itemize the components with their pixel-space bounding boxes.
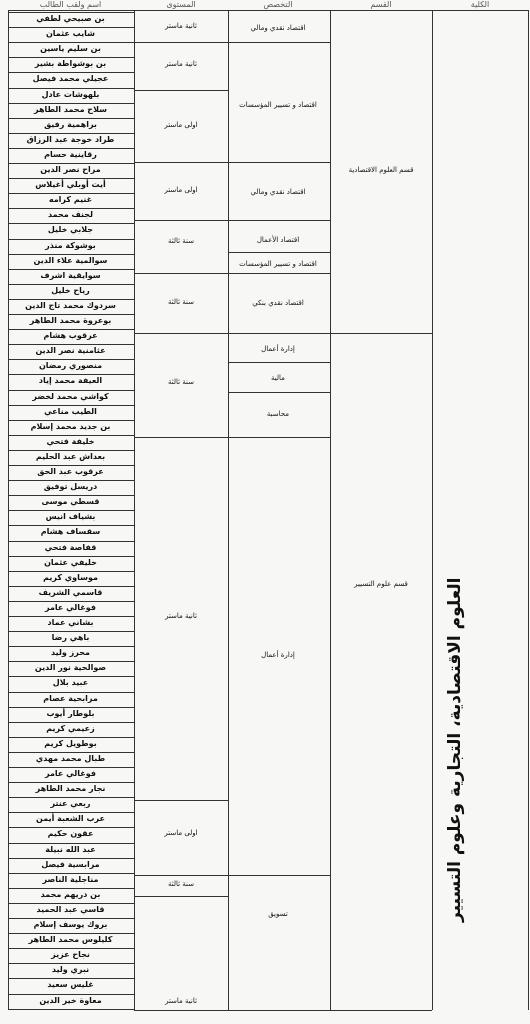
level-rule [134, 896, 228, 897]
student-name: باهي رضا [51, 633, 90, 643]
student-name: مرابحية عصام [43, 693, 98, 703]
level-rule [134, 90, 228, 91]
level-cell: اولى ماستر [164, 829, 198, 837]
student-name: عجيلي محمد فيصل [32, 74, 109, 84]
specialty-cell: اقتصاد نقدي ومالي [250, 188, 306, 196]
student-name: بن جديد محمد إسلام [30, 421, 111, 431]
student-name: بوعروة محمد الطاهر [29, 316, 112, 325]
student-name: بن سليم ياسين [40, 44, 101, 54]
department-cell: قسم العلوم الاقتصادية [348, 166, 414, 174]
student-name: ربعي عنتر [50, 799, 91, 809]
student-name: خليفي عثمان [44, 557, 97, 567]
student-name: سردوك محمد تاج الدين [25, 300, 116, 310]
student-name: عبيد بلال [52, 678, 89, 688]
specialty-cell: اقتصاد نقدي ومالي [250, 24, 306, 32]
student-name: جلابي خليل [47, 225, 94, 235]
level-cell: ثانية ماستر [165, 60, 197, 68]
student-name: محرز وليد [51, 648, 90, 658]
table-vertical-rule [228, 10, 229, 1010]
header-specialty: التخصص [263, 0, 293, 9]
student-name: بشاني عماد [47, 618, 94, 627]
student-name: لجنف محمد [47, 210, 94, 220]
student-name: نجار محمد الطاهر [35, 784, 106, 794]
student-name: سوايقية اشرف [40, 270, 101, 280]
student-name: عبد الله نبيلة [45, 844, 96, 854]
specialty-cell: اقتصاد نقدي بنكي [252, 299, 304, 307]
student-name: نبري وليد [51, 965, 90, 975]
student-name: بشياف انيس [45, 512, 96, 522]
student-name: رياح خليل [51, 285, 90, 295]
student-name: غنيم كرامه [48, 195, 93, 205]
specialty-rule [228, 362, 330, 363]
level-rule [134, 437, 228, 438]
student-name: العيفة محمد إياد [38, 376, 103, 386]
faculty-title: العلوم الاقتصادية، التجارية وعلوم التسيير [445, 577, 465, 923]
student-name: مراح نصر الدين [40, 165, 101, 174]
student-name: موساوي كريم [43, 572, 98, 582]
specialty-cell: اقتصاد و تسيير المؤسسات [239, 101, 317, 109]
student-name: معاوة خير الدين [39, 995, 102, 1005]
level-rule [134, 1010, 228, 1011]
student-name: عثامنية نصر الدين [35, 346, 106, 356]
specialty-cell: اقتصاد و تسيير المؤسسات [239, 260, 317, 268]
student-name: بوشوكة منذر [45, 240, 96, 250]
level-cell: سنة ثالثة [167, 880, 195, 888]
level-cell: اولى ماستر [164, 121, 198, 129]
specialty-rule [228, 220, 330, 221]
student-name: بوطويل كريم [44, 738, 97, 748]
header-names: اسم ولقب الطالب [39, 0, 102, 9]
level-rule [134, 800, 228, 801]
department-rule [330, 1010, 432, 1011]
table-vertical-rule [432, 10, 433, 1010]
specialty-cell: اقتصاد الأعمال [256, 236, 300, 244]
level-rule [134, 42, 228, 43]
student-name: قاسي عبد الحميد [36, 904, 105, 914]
level-rule [134, 273, 228, 274]
student-name: شايب عثمان [45, 29, 96, 39]
student-name: بعداش عبد الحليم [35, 451, 106, 461]
student-name: مناجلية الناصر [42, 874, 99, 884]
student-name: غليس سعيد [47, 980, 94, 990]
specialty-rule [228, 162, 330, 163]
header-level: المستوى [166, 0, 196, 9]
student-name: طبال محمد مهدي [35, 753, 106, 763]
header-faculty: الكلية [470, 0, 490, 9]
student-name: بروك يوسف إسلام [33, 920, 108, 929]
row-rule [8, 1009, 134, 1010]
level-cell: سنة ثالثة [167, 298, 195, 306]
student-name: بلهوشات عادل [41, 89, 100, 99]
student-name: قسطي موسى [41, 497, 100, 507]
table-vertical-rule [528, 10, 529, 1010]
student-name: فوغالي عامر [44, 602, 96, 612]
student-name: زعيمي كريم [46, 723, 95, 733]
student-name: خليفة فتحي [46, 436, 95, 446]
header-rule [8, 10, 528, 11]
student-name: سلاح محمد الطاهر [33, 104, 108, 114]
student-name: عرب الشعبة أيمن [36, 814, 105, 824]
level-rule [134, 333, 228, 334]
specialty-cell: إدارة أعمال [261, 651, 295, 659]
student-name: بلوطار أيوب [46, 708, 95, 718]
table-vertical-rule [330, 10, 331, 1010]
student-name: عرقوب عبد الحق [37, 467, 104, 476]
student-name: دريسل توفيق [43, 482, 98, 492]
student-name: فوغالي عامر [44, 769, 96, 778]
student-name: سقساف هشام [40, 527, 101, 537]
student-name: رقاينية حسام [44, 149, 97, 159]
student-name: كواشي محمد لخضر [32, 391, 109, 401]
level-cell: سنة ثالثة [167, 378, 195, 386]
specialty-cell: تسويق [268, 910, 288, 918]
specialty-cell: مالية [271, 374, 285, 382]
student-name: مرابسية فيصل [41, 859, 100, 869]
specialty-rule [228, 875, 330, 876]
student-name: سوالمية علاء الدين [33, 255, 108, 265]
specialty-rule [228, 392, 330, 393]
specialty-rule [228, 1010, 330, 1011]
department-cell: قسم علوم التسيير [354, 580, 408, 588]
student-name: بن صبيحي لطفي [36, 14, 105, 23]
student-name: منصوري رمضان [38, 361, 103, 371]
level-rule [134, 875, 228, 876]
student-name: الطيب مناعي [44, 406, 97, 416]
level-cell: اولى ماستر [164, 186, 198, 194]
student-name: طراد خوجة عبد الرزاق [26, 134, 115, 144]
student-name: أيت أوبلي أغيلاس [35, 180, 106, 190]
header-department: القسم [370, 0, 392, 9]
table-vertical-rule [134, 10, 135, 1010]
student-name: براهمية رفيق [44, 119, 97, 129]
level-rule [134, 220, 228, 221]
level-rule [134, 162, 228, 163]
level-cell: سنة ثالثة [167, 237, 195, 245]
student-name: كليلوس محمد الطاهر [28, 935, 113, 945]
student-name: عقون حكيم [47, 829, 94, 839]
student-name: قاسمي الشريف [38, 587, 103, 597]
specialty-rule [228, 273, 330, 274]
level-cell: ثانية ماستر [165, 997, 197, 1005]
specialty-rule [228, 42, 330, 43]
specialty-rule [228, 252, 330, 253]
specialty-rule [228, 333, 330, 334]
student-name: صوالحية نور الدين [34, 663, 107, 673]
student-name: عرقوب هشام [43, 331, 98, 341]
student-name: قفاصة فتحي [44, 542, 97, 552]
student-name: نجاح عزيز [51, 950, 90, 960]
specialty-cell: محاسبة [266, 410, 290, 418]
level-cell: ثانية ماستر [165, 612, 197, 620]
department-rule [330, 333, 432, 334]
specialty-cell: إدارة أعمال [261, 345, 295, 353]
level-cell: ثانية ماستر [165, 22, 197, 30]
specialty-rule [228, 437, 330, 438]
student-name: بن دريهم محمد [40, 889, 101, 899]
student-name: بن بوشواطة بشير [34, 59, 107, 69]
